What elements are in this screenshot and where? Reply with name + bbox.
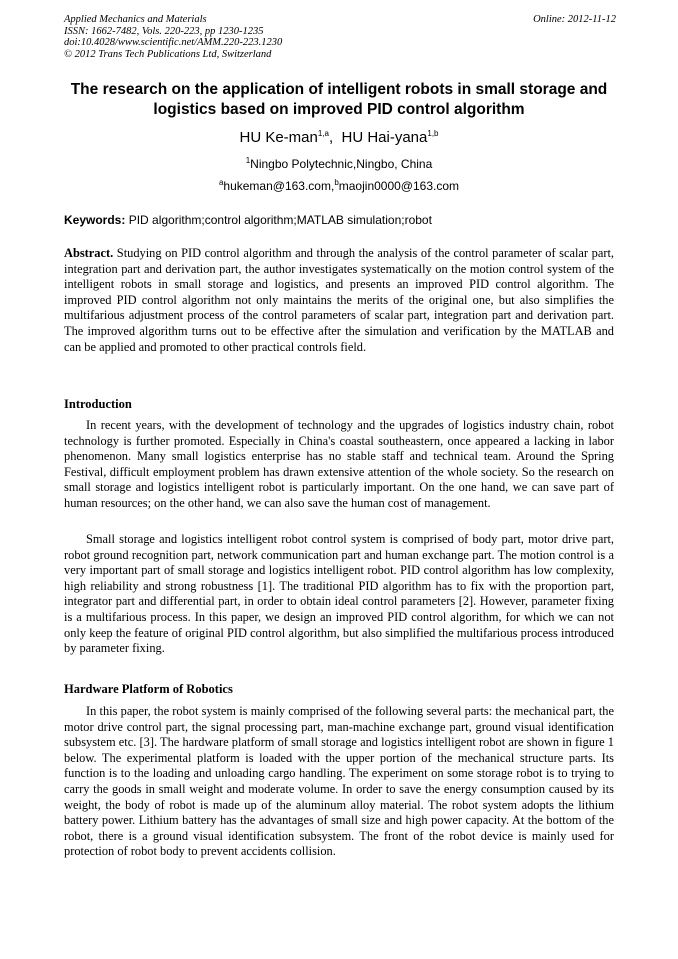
online-date: Online: 2012-11-12 (533, 14, 616, 25)
author-2-sup: 1,b (427, 129, 439, 138)
email-line (0, 179, 678, 193)
author-list: HU Ke-man$^{1,a}$, HU Hai-yana$^{1,b}$ (239, 129, 439, 146)
affiliation-sup: 1 (245, 156, 251, 165)
doi-line: doi:10.4028/www.scientific.net/AMM.220-223.1230 (64, 37, 283, 48)
email-a: hukeman@163.com, (223, 179, 335, 193)
keywords-label: Keywords: (64, 213, 126, 227)
email-b: maojin0000@163.com (338, 179, 460, 193)
abstract (64, 246, 614, 355)
author-1-sup: 1,a (317, 129, 329, 138)
issn-line: ISSN: 1662-7482, Vols. 220-223, pp 1230-1235 (64, 25, 264, 37)
intro-paragraph-1: In recent years, with the development of technology and the upgrades of logistics industry chain, robot technology is further promoted. Especially in China's coastal southeastern, once appeared a lacking in labor phenomenon. Many small logistics enterprise has no stable staff and technical team. Around the Spring Festival, difficult employment problem has drawn extensive attention of the whole society. So the research on small storage and logistics intelligent robot is particularly important. On the one hand, we can save part of human resources; on the other hand, we can also save the human cost of management. (64, 418, 614, 510)
section-heading-hardware: Hardware Platform of Robotics (64, 682, 233, 696)
keywords-text: PID algorithm;control algorithm;MATLAB simulation;robot (125, 213, 432, 227)
abstract-text: Studying on PID control algorithm and through the analysis of the control parameter of scalar part, integration part and derivation part, the author investigates systematically on the motion control system of the intelligent robots in small storage and logistics, and presents an improved PID control algorithm. The improved PID control algorithm not only maintains the merits of the original one, but also simplifies the multifarious adjustment process of the control parameters of scalar part, integration part and derivation part. The improved algorithm turns out to be effective after the simulation and verification by the MATLAB and can be applied and promoted to other practical controls field. (64, 246, 614, 354)
affiliation-text: Ningbo Polytechnic,Ningbo, China (250, 157, 433, 171)
journal-header (64, 14, 616, 60)
abstract-label: Abstract. (64, 246, 114, 260)
copyright-line: © 2012 Trans Tech Publications Ltd, Switzerland (64, 48, 272, 60)
email-a-sup: a (218, 178, 224, 187)
keywords (64, 213, 616, 227)
journal-name: Applied Mechanics and Materials (64, 14, 207, 25)
paper-title: The research on the application of intelligent robots in small storage and logistics based on improved PID control algorithm (70, 81, 608, 118)
author-2-name: HU Hai-yana (341, 129, 428, 146)
intro-paragraph-2: Small storage and logistics intelligent robot control system is comprised of body part, motor drive part, robot ground recognition part, network communication part and human exchange part. The motion control is a very important part of small storage and logistics intelligent robot. PID control algorithm has low complexity, high reliability and strong robustness [1]. The traditional PID algorithm has to fix with the proportion part, integrator part and differential part, in order to obtain ideal control parameters [2]. However, parameter fixing is a multifarious process. In this paper, we design an improved PID control algorithm, for which we can not only keep the feature of original PID control algorithm, but also simplified the multifarious process introduced by parameter fixing. (64, 532, 614, 656)
hardware-paragraph-1: In this paper, the robot system is mainly comprised of the following several parts: the mechanical part, the motor drive control part, the signal processing part, man-machine exchange part, ground visual identification subsystem etc. [3]. The hardware platform of small storage and logistics intelligent robot are shown in figure 1 below. The experimental platform is loaded with the upper portion of the mechanical structure parts. Its function is to the loading and unloading cargo handling. The experiment on some storage robot is to trying to carry the goods in small weight and moderate volume. In order to save the energy consumption caused by its weight, the body of robot is made up of the aluminum alloy material. The robot system adopts the lithium battery power. Lithium battery has the advantages of small size and high power capacity. At the bottom of the robot, there is a ground visual identification subsystem. The front of the robot device is mainly used for protection of robot body to prevent accidents collision. (64, 704, 614, 859)
author-1-name: HU Ke-man (239, 129, 318, 146)
affiliation (0, 157, 678, 171)
section-heading-introduction: Introduction (64, 397, 132, 411)
email-b-sup: b (334, 178, 339, 187)
